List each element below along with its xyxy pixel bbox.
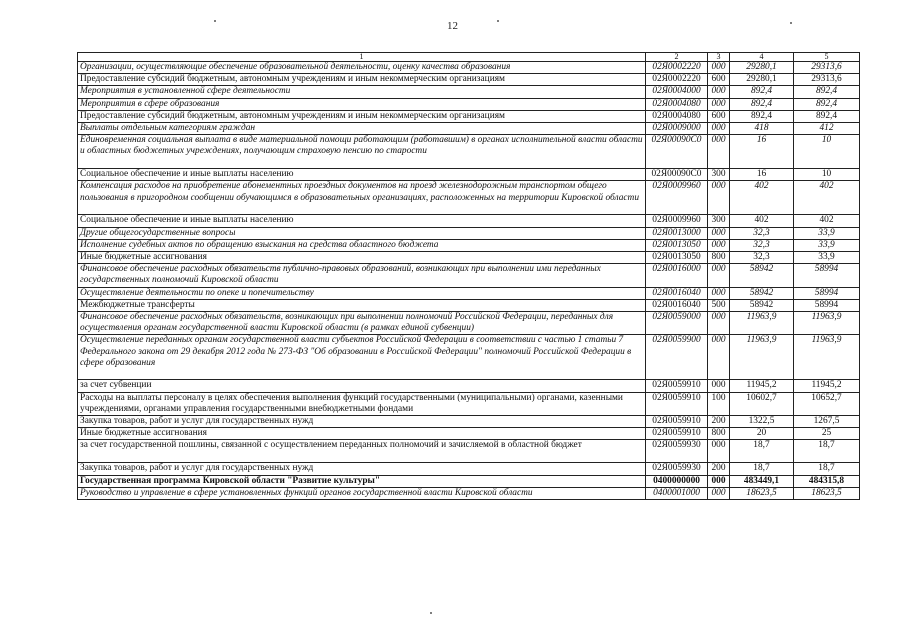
row-expense-type-cell: 000 xyxy=(708,287,730,299)
row-name-cell: Финансовое обеспечение расходных обязательств публично-правовых образований, возникающих при выполнении ими переданных государственных полномочий Кировской области xyxy=(78,264,646,287)
row-code-cell: 02Я0059930 xyxy=(646,463,708,475)
row-code-cell: 02Я0002220 xyxy=(646,62,708,74)
row-code-cell: 02Я0002220 xyxy=(646,74,708,86)
table-row xyxy=(78,135,860,169)
row-expense-type-cell: 000 xyxy=(708,264,730,287)
row-name-cell: Расходы на выплаты персоналу в целях обеспечения выполнения функций государственными (муниципальными) органами, казенными учреждениями, органами управления государственными внебюджетными фондами xyxy=(78,392,646,415)
row-value-year1-cell: 1322,5 xyxy=(730,416,794,428)
row-value-year1-cell: 58942 xyxy=(730,264,794,287)
row-code-cell: 0400001000 xyxy=(646,487,708,499)
row-name-cell: Социальное обеспечение и иные выплаты населению xyxy=(78,169,646,181)
scan-speck xyxy=(430,612,432,614)
row-value-year2-cell: 58994 xyxy=(794,264,860,287)
row-expense-type-cell: 500 xyxy=(708,299,730,311)
row-code-cell: 02Я0004080 xyxy=(646,98,708,110)
row-value-year2-cell: 10652,7 xyxy=(794,392,860,415)
row-value-year2-cell: 402 xyxy=(794,215,860,227)
table-row xyxy=(78,487,860,499)
row-code-cell: 02Я0004080 xyxy=(646,110,708,122)
row-code-cell: 02Я0016000 xyxy=(646,264,708,287)
row-value-year1-cell: 402 xyxy=(730,181,794,215)
table-row xyxy=(78,392,860,415)
row-value-year1-cell: 32,3 xyxy=(730,227,794,239)
row-expense-type-cell: 000 xyxy=(708,312,730,335)
row-name-cell: Другие общегосударственные вопросы xyxy=(78,227,646,239)
row-value-year1-cell: 29280,1 xyxy=(730,74,794,86)
row-value-year2-cell: 10 xyxy=(794,169,860,181)
row-code-cell: 02Я0013000 xyxy=(646,227,708,239)
row-expense-type-cell: 300 xyxy=(708,169,730,181)
row-expense-type-cell: 200 xyxy=(708,463,730,475)
row-value-year1-cell: 892,4 xyxy=(730,86,794,98)
row-expense-type-cell: 000 xyxy=(708,62,730,74)
table-row xyxy=(78,239,860,251)
row-value-year2-cell: 29313,6 xyxy=(794,62,860,74)
row-value-year1-cell: 11963,9 xyxy=(730,335,794,380)
scan-speck xyxy=(214,20,216,22)
column-number: 3 xyxy=(708,53,730,62)
table-row xyxy=(78,74,860,86)
table-row xyxy=(78,86,860,98)
row-value-year2-cell: 18,7 xyxy=(794,440,860,463)
row-value-year2-cell: 33,9 xyxy=(794,239,860,251)
table-row xyxy=(78,110,860,122)
table-row xyxy=(78,98,860,110)
row-name-cell: за счет государственной пошлины, связанной с осуществлением переданных полномочий и зачисляемой в областной бюджет xyxy=(78,440,646,463)
row-code-cell: 02Я0004000 xyxy=(646,86,708,98)
row-name-cell: Мероприятия в установленной сфере деятельности xyxy=(78,86,646,98)
row-code-cell: 02Я0009000 xyxy=(646,123,708,135)
row-code-cell: 02Я00090С0 xyxy=(646,169,708,181)
column-number: 5 xyxy=(794,53,860,62)
row-name-cell: Руководство и управление в сфере установленных функций органов государственной власти Кировской области xyxy=(78,487,646,499)
row-code-cell: 02Я0013050 xyxy=(646,239,708,251)
table-row xyxy=(78,123,860,135)
row-name-cell: Осуществление деятельности по опеке и попечительству xyxy=(78,287,646,299)
row-code-cell: 02Я0059910 xyxy=(646,416,708,428)
table-row xyxy=(78,215,860,227)
row-value-year2-cell: 892,4 xyxy=(794,110,860,122)
row-name-cell: Компенсация расходов на приобретение абонементных проездных документов на проезд железнодорожным транспортом общего пользования в пригородном сообщении обучающимся в образовательных организациях, расположенных на территории Кировской области xyxy=(78,181,646,215)
row-value-year2-cell: 33,9 xyxy=(794,252,860,264)
row-code-cell: 02Я0016040 xyxy=(646,287,708,299)
row-name-cell: Осуществление переданных органам государственной власти субъектов Российской Федерации в соответствии с частью 1 статьи 7 Федерального закона от 29 декабря 2012 года № 273-ФЗ "Об образовании в Российской Федерации" полномочий Российской Федерации в сфере образования xyxy=(78,335,646,380)
row-value-year2-cell: 484315,8 xyxy=(794,475,860,487)
row-value-year1-cell: 16 xyxy=(730,135,794,169)
table-body xyxy=(78,53,860,500)
row-value-year1-cell: 16 xyxy=(730,169,794,181)
row-value-year1-cell: 18623,5 xyxy=(730,487,794,499)
row-value-year1-cell: 58942 xyxy=(730,299,794,311)
row-code-cell: 02Я0059910 xyxy=(646,392,708,415)
table-row xyxy=(78,475,860,487)
row-expense-type-cell: 000 xyxy=(708,181,730,215)
row-value-year1-cell: 418 xyxy=(730,123,794,135)
row-expense-type-cell: 800 xyxy=(708,252,730,264)
row-value-year1-cell: 32,3 xyxy=(730,239,794,251)
row-expense-type-cell: 000 xyxy=(708,335,730,380)
row-name-cell: Иные бюджетные ассигнования xyxy=(78,428,646,440)
table-row xyxy=(78,463,860,475)
table-row xyxy=(78,335,860,380)
table-row xyxy=(78,181,860,215)
row-name-cell: Предоставление субсидий бюджетным, автономным учреждениям и иным некоммерческим организациям xyxy=(78,110,646,122)
table-row xyxy=(78,62,860,74)
row-code-cell: 02Я0059000 xyxy=(646,312,708,335)
row-name-cell: Исполнение судебных актов по обращению взыскания на средства областного бюджета xyxy=(78,239,646,251)
row-name-cell: Иные бюджетные ассигнования xyxy=(78,252,646,264)
row-value-year2-cell: 11963,9 xyxy=(794,312,860,335)
table-row xyxy=(78,416,860,428)
row-expense-type-cell: 000 xyxy=(708,98,730,110)
row-name-cell: Межбюджетные трансферты xyxy=(78,299,646,311)
table-row xyxy=(78,312,860,335)
row-value-year2-cell: 58994 xyxy=(794,299,860,311)
row-value-year2-cell: 29313,6 xyxy=(794,74,860,86)
row-value-year2-cell: 11945,2 xyxy=(794,380,860,392)
table-row xyxy=(78,264,860,287)
row-name-cell: Предоставление субсидий бюджетным, автономным учреждениям и иным некоммерческим организациям xyxy=(78,74,646,86)
row-value-year1-cell: 20 xyxy=(730,428,794,440)
row-expense-type-cell: 600 xyxy=(708,110,730,122)
budget-table xyxy=(77,52,860,500)
row-name-cell: Социальное обеспечение и иные выплаты населению xyxy=(78,215,646,227)
row-expense-type-cell: 000 xyxy=(708,227,730,239)
row-value-year1-cell: 18,7 xyxy=(730,463,794,475)
row-value-year1-cell: 402 xyxy=(730,215,794,227)
row-code-cell: 02Я0059900 xyxy=(646,335,708,380)
row-expense-type-cell: 200 xyxy=(708,416,730,428)
table-row xyxy=(78,287,860,299)
row-code-cell: 02Я0013050 xyxy=(646,252,708,264)
row-value-year2-cell: 892,4 xyxy=(794,98,860,110)
table-row xyxy=(78,227,860,239)
row-expense-type-cell: 800 xyxy=(708,428,730,440)
column-number: 1 xyxy=(78,53,646,62)
row-expense-type-cell: 000 xyxy=(708,135,730,169)
row-value-year2-cell: 18,7 xyxy=(794,463,860,475)
row-expense-type-cell: 000 xyxy=(708,487,730,499)
row-value-year2-cell: 11963,9 xyxy=(794,335,860,380)
row-expense-type-cell: 000 xyxy=(708,123,730,135)
row-name-cell: Единовременная социальная выплата в виде материальной помощи работающим (работавшим) в органах исполнительной власти области и областных бюджетных учреждениях, получающим страховую пенсию по старости xyxy=(78,135,646,169)
row-value-year1-cell: 29280,1 xyxy=(730,62,794,74)
row-code-cell: 02Я0059910 xyxy=(646,428,708,440)
row-value-year1-cell: 483449,1 xyxy=(730,475,794,487)
table-row xyxy=(78,428,860,440)
row-expense-type-cell: 600 xyxy=(708,74,730,86)
column-number: 4 xyxy=(730,53,794,62)
row-expense-type-cell: 000 xyxy=(708,86,730,98)
row-value-year2-cell: 1267,5 xyxy=(794,416,860,428)
row-name-cell: Закупка товаров, работ и услуг для государственных нужд xyxy=(78,463,646,475)
row-value-year1-cell: 892,4 xyxy=(730,110,794,122)
row-code-cell: 02Я0009960 xyxy=(646,181,708,215)
row-name-cell: за счет субвенции xyxy=(78,380,646,392)
row-value-year1-cell: 892,4 xyxy=(730,98,794,110)
row-name-cell: Государственная программа Кировской области "Развитие культуры" xyxy=(78,475,646,487)
row-code-cell: 02Я0009960 xyxy=(646,215,708,227)
row-value-year2-cell: 412 xyxy=(794,123,860,135)
row-expense-type-cell: 000 xyxy=(708,440,730,463)
row-expense-type-cell: 000 xyxy=(708,239,730,251)
row-code-cell: 02Я0059910 xyxy=(646,380,708,392)
row-value-year2-cell: 402 xyxy=(794,181,860,215)
row-value-year1-cell: 11963,9 xyxy=(730,312,794,335)
column-number-row xyxy=(78,53,860,62)
scan-speck xyxy=(790,22,792,24)
table-row xyxy=(78,299,860,311)
row-name-cell: Выплаты отдельным категориям граждан xyxy=(78,123,646,135)
row-expense-type-cell: 300 xyxy=(708,215,730,227)
row-value-year2-cell: 33,9 xyxy=(794,227,860,239)
row-value-year2-cell: 58994 xyxy=(794,287,860,299)
table-row xyxy=(78,380,860,392)
row-value-year1-cell: 18,7 xyxy=(730,440,794,463)
row-value-year1-cell: 11945,2 xyxy=(730,380,794,392)
row-expense-type-cell: 000 xyxy=(708,380,730,392)
row-name-cell: Мероприятия в сфере образования xyxy=(78,98,646,110)
row-name-cell: Закупка товаров, работ и услуг для государственных нужд xyxy=(78,416,646,428)
page-number: 12 xyxy=(447,20,458,32)
row-value-year1-cell: 10602,7 xyxy=(730,392,794,415)
row-code-cell: 0400000000 xyxy=(646,475,708,487)
row-code-cell: 02Я0016040 xyxy=(646,299,708,311)
row-value-year2-cell: 892,4 xyxy=(794,86,860,98)
table-row xyxy=(78,252,860,264)
row-value-year1-cell: 58942 xyxy=(730,287,794,299)
row-expense-type-cell: 100 xyxy=(708,392,730,415)
row-code-cell: 02Я0059930 xyxy=(646,440,708,463)
table-row xyxy=(78,169,860,181)
table-row xyxy=(78,440,860,463)
row-name-cell: Финансовое обеспечение расходных обязательств, возникающих при выполнении полномочий Российской Федерации, переданных для осуществления органам государственной власти Кировской области (в рамках единой субвенции) xyxy=(78,312,646,335)
row-value-year1-cell: 32,3 xyxy=(730,252,794,264)
column-number: 2 xyxy=(646,53,708,62)
row-value-year2-cell: 18623,5 xyxy=(794,487,860,499)
row-value-year2-cell: 10 xyxy=(794,135,860,169)
scan-speck xyxy=(497,20,499,22)
row-code-cell: 02Я00090С0 xyxy=(646,135,708,169)
row-name-cell: Организации, осуществляющие обеспечение образовательной деятельности, оценку качества образования xyxy=(78,62,646,74)
row-value-year2-cell: 25 xyxy=(794,428,860,440)
row-expense-type-cell: 000 xyxy=(708,475,730,487)
